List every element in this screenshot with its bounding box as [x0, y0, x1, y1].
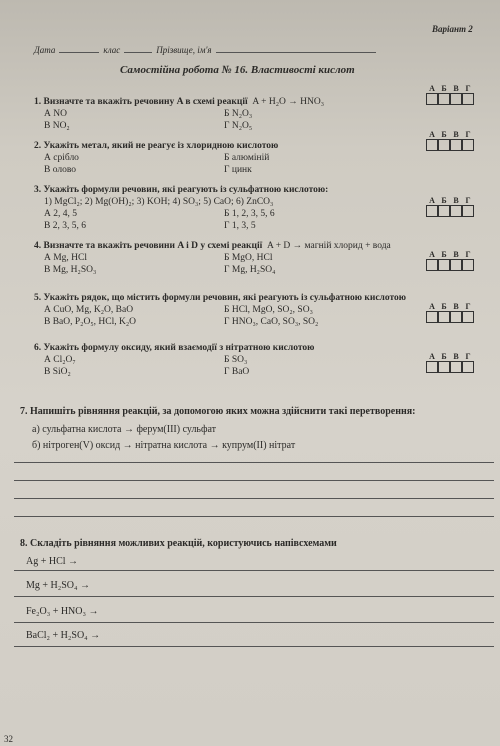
grid-letter: А — [429, 250, 435, 259]
question-1 — [34, 96, 434, 132]
answer-cell[interactable] — [438, 93, 450, 105]
grid-letter: В — [453, 302, 459, 311]
answer-cell[interactable] — [438, 361, 450, 373]
option: В Mg, H₂SO₃ — [44, 265, 97, 275]
option: А 2, 4, 5 — [44, 209, 77, 219]
grid-letter: Г — [465, 196, 471, 205]
option: А Mg, HCl — [44, 253, 88, 263]
grid-letter: А — [429, 84, 435, 93]
option: В NO₂ — [44, 121, 70, 131]
answer-cell[interactable] — [450, 311, 462, 323]
option: В SiO₂ — [44, 367, 71, 377]
grid-letter: В — [453, 84, 459, 93]
grid-letter: Б — [441, 302, 447, 311]
half-scheme: Fe₂O₃ + HNO₃ → — [26, 606, 99, 617]
answer-cell[interactable] — [438, 259, 450, 271]
grid-letter: В — [453, 196, 459, 205]
question-5 — [34, 292, 434, 328]
answer-cell[interactable] — [462, 205, 474, 217]
task-7-a: а) сульфатна кислота → ферум(III) сульфат — [32, 424, 217, 435]
question-4 — [34, 240, 434, 276]
answer-grid-5 — [426, 302, 474, 323]
answer-grid-3 — [426, 196, 474, 217]
answer-line[interactable] — [14, 516, 494, 517]
answer-line[interactable] — [14, 646, 494, 647]
option: Г HNO₃, CaO, SO₃, SO₂ — [224, 317, 319, 327]
option: Б HCl, MgO, SO₂, SO₃ — [224, 305, 313, 315]
variant-label: Варіант 2 — [432, 24, 473, 34]
class-blank — [124, 44, 152, 53]
option: Г N₂O₅ — [224, 121, 253, 131]
option: Б 1, 2, 3, 5, 6 — [224, 209, 275, 219]
page-title: Самостійна робота № 16. Властивості кислот — [120, 64, 355, 76]
answer-cell[interactable] — [450, 205, 462, 217]
answer-grid-2 — [426, 130, 474, 151]
answer-cell[interactable] — [462, 311, 474, 323]
grid-letter: А — [429, 130, 435, 139]
answer-cell[interactable] — [426, 139, 438, 151]
answer-cell[interactable] — [462, 93, 474, 105]
answer-cell[interactable] — [450, 139, 462, 151]
answer-cell[interactable] — [450, 259, 462, 271]
answer-cell[interactable] — [426, 361, 438, 373]
question-stem: 4. Визначте та вкажіть речовини A і D у схемі реакції — [34, 241, 263, 251]
answer-cell[interactable] — [462, 139, 474, 151]
question-stem: 2. Укажіть метал, який не реагує із хлоридною кислотою — [34, 141, 279, 151]
task-8-stem: 8. Складіть рівняння можливих реакцій, користуючись напівсхемами — [20, 538, 337, 549]
question-2 — [34, 140, 434, 176]
answer-line[interactable] — [14, 498, 494, 499]
grid-letter: Г — [465, 130, 471, 139]
option: А NO — [44, 109, 67, 119]
answer-cell[interactable] — [462, 259, 474, 271]
option: Б MgO, HCl — [224, 253, 273, 263]
grid-letter: Г — [465, 352, 471, 361]
option: Г Mg, H₂SO₄ — [224, 265, 276, 275]
class-label: клас — [103, 45, 121, 55]
answer-cell[interactable] — [450, 361, 462, 373]
grid-letter: Б — [441, 352, 447, 361]
question-extra: A + D → магній хлорид + вода — [266, 241, 391, 251]
answer-line[interactable] — [14, 462, 494, 463]
grid-letter: Б — [441, 84, 447, 93]
answer-line[interactable] — [14, 480, 494, 481]
date-label: Дата — [34, 45, 56, 55]
grid-letter: Г — [465, 84, 471, 93]
grid-letter: В — [453, 352, 459, 361]
option: Г 1, 3, 5 — [224, 221, 256, 231]
grid-letter: Г — [465, 250, 471, 259]
option: Б алюміній — [224, 153, 270, 163]
answer-cell[interactable] — [426, 259, 438, 271]
grid-letter: А — [429, 352, 435, 361]
question-extra: 1) MgCl₂; 2) Mg(OH)₂; 3) KOH; 4) SO₃; 5) CaO; 6) ZnCO₃ — [44, 197, 274, 207]
grid-letter: Г — [465, 302, 471, 311]
answer-line[interactable] — [14, 570, 494, 571]
question-stem: 5. Укажіть рядок, що містить формули речовин, які реагують із сульфатною кислотою — [34, 293, 407, 303]
question-extra: A + H₂O → HNO₃ — [252, 97, 325, 107]
grid-letter: В — [453, 130, 459, 139]
half-scheme: Ag + HCl → — [26, 556, 79, 567]
answer-cell[interactable] — [426, 205, 438, 217]
option: Б SO₃ — [224, 355, 248, 365]
option: А срібло — [44, 153, 79, 163]
date-blank — [59, 44, 99, 53]
answer-cell[interactable] — [438, 139, 450, 151]
option: А CuO, Mg, K₂O, BaO — [44, 305, 134, 315]
task-7-stem: 7. Напишіть рівняння реакцій, за допомогою яких можна здійснити такі перетворення: — [20, 406, 416, 417]
option: Б N₂O₃ — [224, 109, 253, 119]
name-label: Прізвище, ім'я — [156, 45, 212, 55]
grid-letter: Б — [441, 250, 447, 259]
answer-cell[interactable] — [426, 311, 438, 323]
page-number: 32 — [4, 734, 13, 744]
answer-cell[interactable] — [438, 311, 450, 323]
answer-grid-4 — [426, 250, 474, 271]
half-scheme: Mg + H₂SO₄ → — [26, 580, 91, 591]
question-stem: 3. Укажіть формули речовин, які реагують із сульфатною кислотою: — [34, 185, 329, 195]
answer-cell[interactable] — [450, 93, 462, 105]
answer-cell[interactable] — [426, 93, 438, 105]
answer-grid-1 — [426, 84, 474, 105]
answer-line[interactable] — [14, 622, 494, 623]
option: В олово — [44, 165, 76, 175]
half-scheme: BaCl₂ + H₂SO₄ → — [26, 630, 101, 641]
option: Г BaO — [224, 367, 250, 377]
task-7-b: б) нітроген(V) оксид → нітратна кислота → купрум(II) нітрат — [32, 440, 296, 451]
question-6 — [34, 342, 434, 378]
answer-line[interactable] — [14, 596, 494, 597]
name-blank — [216, 44, 376, 53]
option: В BaO, P₂O₅, HCl, K₂O — [44, 317, 137, 327]
answer-cell[interactable] — [438, 205, 450, 217]
grid-letter: А — [429, 196, 435, 205]
question-3 — [34, 184, 434, 232]
grid-letter: В — [453, 250, 459, 259]
option: Г цинк — [224, 165, 252, 175]
grid-letter: А — [429, 302, 435, 311]
grid-letter: Б — [441, 196, 447, 205]
answer-grid-6 — [426, 352, 474, 373]
option: В 2, 3, 5, 6 — [44, 221, 86, 231]
answer-cell[interactable] — [462, 361, 474, 373]
grid-letter: Б — [441, 130, 447, 139]
question-stem: 6. Укажіть формулу оксиду, який взаємодії з нітратною кислотою — [34, 343, 315, 353]
header-fields — [34, 44, 376, 55]
question-stem: 1. Визначте та вкажіть речовину A в схемі реакції — [34, 97, 248, 107]
option: А Cl₂O₇ — [44, 355, 76, 365]
